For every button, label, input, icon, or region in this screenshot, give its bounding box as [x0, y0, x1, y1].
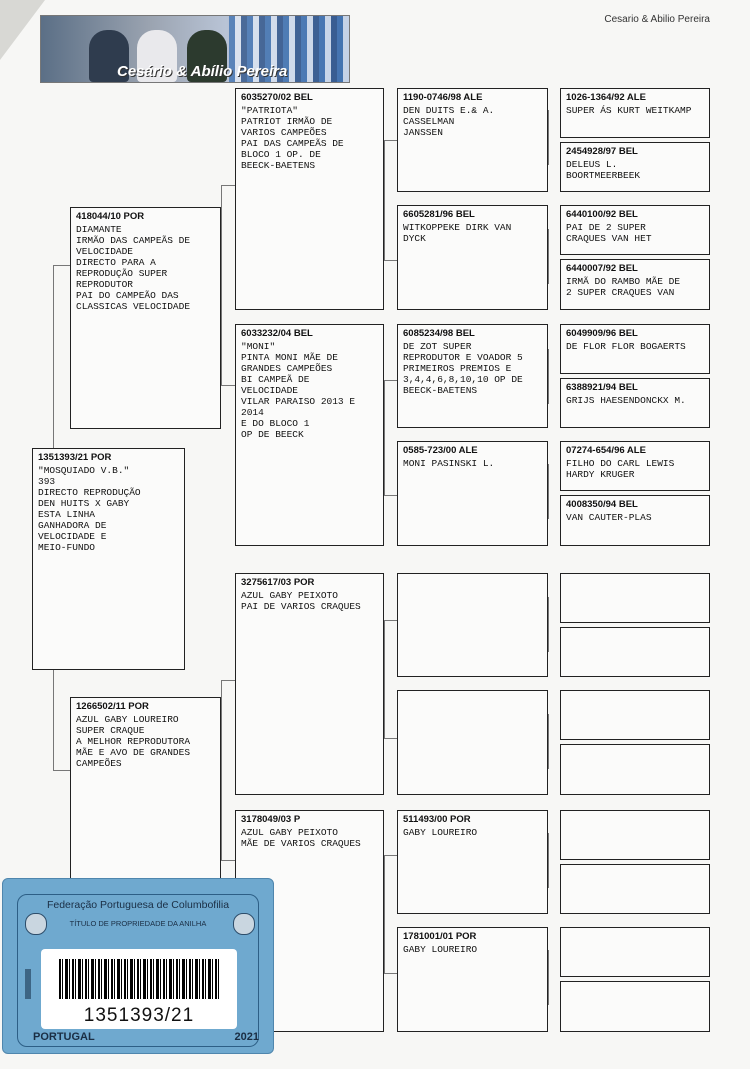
ring-number: 6388921/94 BEL	[566, 382, 638, 393]
pedigree-box-g5-empty	[560, 744, 710, 795]
connector-line	[384, 620, 397, 621]
connector-line	[53, 670, 54, 770]
pedigree-box-g5	[560, 259, 710, 310]
pedigree-box-dss-empty	[397, 573, 548, 677]
connector-line	[53, 770, 70, 771]
connector-line	[548, 349, 549, 404]
banner-title: Cesário & Abílio Pereira	[117, 63, 288, 80]
bird-description: MONI PASINSKI L.	[403, 458, 495, 469]
card-ring-number: 1351393/21	[83, 1005, 195, 1026]
connector-line	[221, 860, 235, 861]
connector-line	[384, 380, 397, 381]
connector-line	[384, 140, 397, 141]
ring-number: 3178049/03 P	[241, 814, 301, 825]
ring-number: 6085234/98 BEL	[403, 328, 475, 339]
pedigree-box-g5	[560, 205, 710, 255]
ring-number: 1781001/01 POR	[403, 931, 477, 942]
card-country: PORTUGAL	[33, 1031, 95, 1043]
pedigree-box-sire-sire	[235, 88, 384, 310]
bird-description: "MOSQUIADO V.B." 393 DIRECTO REPRODUÇÃO DEN HUITS X GABY ESTA LINHA GANHADORA DE VELOCIDADE E MEIO-FUNDO	[38, 465, 141, 553]
connector-line	[548, 833, 549, 888]
ring-ownership-card	[2, 878, 274, 1054]
bird-description: PAI DE 2 SUPER CRAQUES VAN HET	[566, 222, 652, 244]
pedigree-box-g5	[560, 495, 710, 546]
pedigree-box-g5-empty	[560, 690, 710, 740]
connector-line	[384, 140, 385, 260]
bird-description: IRMÃ DO RAMBO MÃE DE 2 SUPER CRAQUES VAN	[566, 276, 681, 298]
ring-number: 1026-1364/92 ALE	[566, 92, 646, 103]
owner-banner-photo	[40, 15, 350, 83]
connector-line	[384, 973, 397, 974]
ring-number: 2454928/97 BEL	[566, 146, 638, 157]
connector-line	[384, 738, 397, 739]
ring-number: 1351393/21 POR	[38, 452, 112, 463]
connector-line	[221, 185, 235, 186]
pedigree-box-g5	[560, 324, 710, 374]
pedigree-box-sdd	[397, 441, 548, 546]
ring-number: 6440007/92 BEL	[566, 263, 638, 274]
ring-number: 3275617/03 POR	[241, 577, 315, 588]
bird-description: DE ZOT SUPER REPRODUTOR E VOADOR 5 PRIMEIROS PREMIOS E 3,4,4,6,8,10,10 OP DE BEECK-BAETENS	[403, 341, 523, 396]
barcode	[59, 959, 219, 999]
ring-number: 1266502/11 POR	[76, 701, 149, 712]
bird-description: FILHO DO CARL LEWIS HARDY KRUGER	[566, 458, 675, 480]
bird-description: AZUL GABY PEIXOTO PAI DE VARIOS CRAQUES	[241, 590, 361, 612]
pedigree-box-ddd	[397, 927, 548, 1032]
connector-line	[221, 680, 222, 860]
ring-number: 0585-723/00 ALE	[403, 445, 478, 456]
ring-number: 418044/10 POR	[76, 211, 145, 222]
connector-line	[221, 680, 235, 681]
connector-line	[548, 597, 549, 652]
connector-line	[221, 185, 222, 385]
bird-description: AZUL GABY PEIXOTO MÃE DE VARIOS CRAQUES	[241, 827, 361, 849]
pedigree-box-g5-empty	[560, 981, 710, 1032]
bird-description: "MONI" PINTA MONI MÃE DE GRANDES CAMPEÕES BI CAMPEÃ DE VELOCIDADE VILAR PARAISO 2013 E 2014 E DO BLOCO 1 OP DE BEECK	[241, 341, 356, 440]
connector-line	[53, 265, 54, 450]
bird-description: GABY LOUREIRO	[403, 827, 478, 838]
pedigree-box-g5-empty	[560, 573, 710, 623]
ring-number: 1190-0746/98 ALE	[403, 92, 483, 103]
bird-description: "PATRIOTA" PATRIOT IRMÃO DE VARIOS CAMPEÕES PAI DAS CAMPEÃS DE BLOCO 1 OP. DE BEECK-BAETENS	[241, 105, 344, 171]
ring-number: 6049909/96 BEL	[566, 328, 638, 339]
pedigree-box-sire-dam	[235, 324, 384, 546]
pedigree-box-g5-empty	[560, 810, 710, 860]
connector-line	[384, 380, 385, 495]
card-side-code	[25, 969, 31, 999]
connector-line	[221, 385, 235, 386]
pedigree-box-dsd-empty	[397, 690, 548, 795]
pedigree-box-g5	[560, 142, 710, 192]
connector-line	[548, 950, 549, 1005]
pedigree-box-sire	[70, 207, 221, 429]
ring-number: 6440100/92 BEL	[566, 209, 638, 220]
connector-line	[548, 110, 549, 165]
connector-line	[384, 620, 385, 738]
pedigree-box-g5	[560, 441, 710, 491]
ring-number: 6035270/02 BEL	[241, 92, 313, 103]
pedigree-box-g5-empty	[560, 927, 710, 977]
pedigree-box-sss	[397, 88, 548, 192]
pedigree-box-dam-sire	[235, 573, 384, 795]
bird-description: GRIJS HAESENDONCKX M.	[566, 395, 686, 406]
barcode-panel	[41, 949, 237, 1029]
bird-description: DEN DUITS E.& A. CASSELMAN JANSSEN	[403, 105, 495, 138]
connector-line	[384, 855, 397, 856]
pedigree-box-g5	[560, 378, 710, 428]
connector-line	[548, 229, 549, 284]
pedigree-box-subject	[32, 448, 185, 670]
connector-line	[548, 464, 549, 519]
pedigree-box-sds	[397, 324, 548, 428]
bird-description: AZUL GABY LOUREIRO SUPER CRAQUE A MELHOR REPRODUTORA MÃE E AVO DE GRANDES CAMPEÕES	[76, 714, 191, 769]
connector-line	[384, 260, 397, 261]
pedigree-box-g5-empty	[560, 627, 710, 677]
bird-description: SUPER ÁS KURT WEITKAMP	[566, 105, 692, 116]
ring-number: 6033232/04 BEL	[241, 328, 313, 339]
ring-number: 4008350/94 BEL	[566, 499, 638, 510]
connector-line	[548, 714, 549, 769]
page-corner-fold	[0, 0, 45, 60]
bird-description: DE FLOR FLOR BOGAERTS	[566, 341, 686, 352]
bird-description: DIAMANTE IRMÃO DAS CAMPEÃS DE VELOCIDADE DIRECTO PARA A REPRODUÇÃO SUPER REPRODUTOR PAI DO CAMPEÃO DAS CLASSICAS VELOCIDADE	[76, 224, 191, 312]
bird-description: VAN CAUTER-PLAS	[566, 512, 652, 523]
header-owner: Cesario & Abilio Pereira	[604, 14, 710, 25]
pedigree-box-dds	[397, 810, 548, 914]
pedigree-box-g5	[560, 88, 710, 138]
ring-number: 07274-654/96 ALE	[566, 445, 646, 456]
connector-line	[384, 855, 385, 973]
bird-description: WITKOPPEKE DIRK VAN DYCK	[403, 222, 512, 244]
pedigree-box-g5-empty	[560, 864, 710, 914]
ring-number: 6605281/96 BEL	[403, 209, 475, 220]
card-federation-name: Federação Portuguesa de Columbofilia	[46, 899, 230, 911]
connector-line	[384, 495, 397, 496]
card-year: 2021	[234, 1031, 259, 1043]
connector-line	[53, 265, 70, 266]
pedigree-box-ssd	[397, 205, 548, 310]
bird-description: DELEUS L. BOORTMEERBEEK	[566, 159, 641, 181]
ring-number: 511493/00 POR	[403, 814, 471, 825]
card-subtitle: TÍTULO DE PROPRIEDADE DA ANILHA	[69, 919, 207, 928]
bird-description: GABY LOUREIRO	[403, 944, 478, 955]
